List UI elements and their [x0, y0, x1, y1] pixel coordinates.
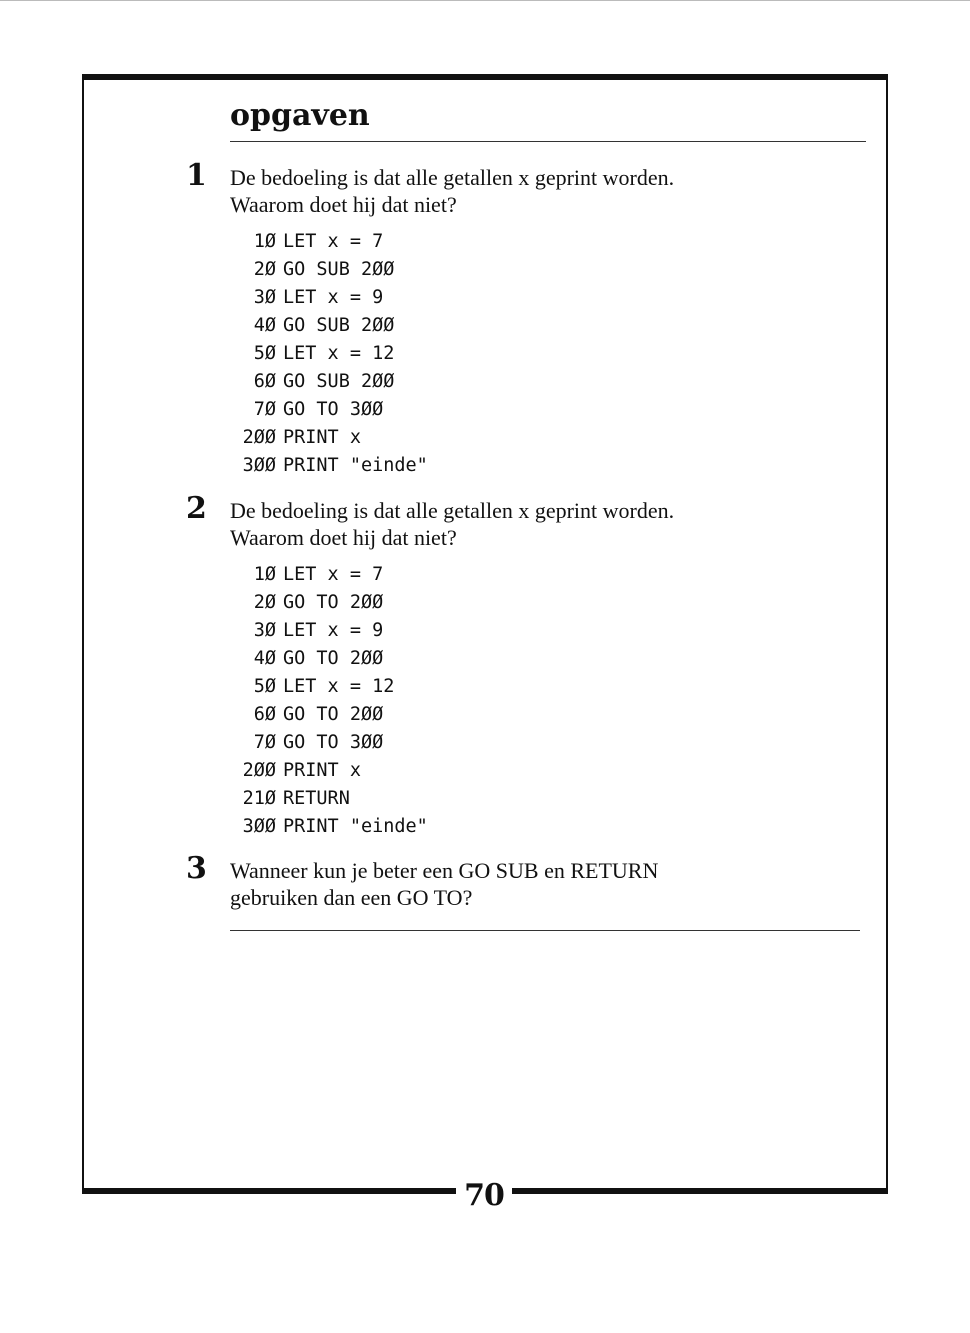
line-number: 6Ø — [253, 371, 276, 392]
code-line — [220, 284, 428, 312]
line-number: 2Ø — [253, 259, 276, 280]
code-statement: RETURN — [283, 788, 350, 809]
code-line — [220, 228, 428, 256]
code-line — [220, 452, 428, 480]
exercise-number: 1 — [186, 158, 207, 193]
code-line — [220, 396, 428, 424]
line-number: 3Ø — [253, 287, 276, 308]
code-statement: GO SUB 2ØØ — [283, 371, 395, 392]
code-line — [220, 701, 428, 729]
code-statement: LET x = 7 — [283, 564, 384, 585]
code-line — [220, 729, 428, 757]
line-number: 7Ø — [253, 399, 276, 420]
line-number: 3ØØ — [242, 816, 276, 837]
line-number: 2ØØ — [242, 760, 276, 781]
code-listing — [220, 561, 428, 841]
code-statement: GO TO 3ØØ — [283, 399, 384, 420]
code-statement: GO TO 2ØØ — [283, 592, 384, 613]
line-number: 7Ø — [253, 732, 276, 753]
section-end-rule — [230, 930, 860, 931]
code-line — [220, 757, 428, 785]
line-number: 5Ø — [253, 676, 276, 697]
page-number: 70 — [464, 1178, 504, 1213]
line-number: 6Ø — [253, 704, 276, 725]
code-statement: PRINT x — [283, 427, 361, 448]
code-statement: GO SUB 2ØØ — [283, 259, 395, 280]
line-number: 4Ø — [253, 315, 276, 336]
line-number: 3Ø — [253, 620, 276, 641]
line-number: 5Ø — [253, 343, 276, 364]
exercise-number: 2 — [186, 491, 207, 526]
page-top-rule — [0, 0, 970, 1]
page-frame — [82, 74, 888, 1194]
code-statement: LET x = 12 — [283, 343, 395, 364]
code-line — [220, 340, 428, 368]
exercise-question: Wanneer kun je beter een GO SUB en RETURN gebruiken dan een GO TO? — [230, 858, 659, 910]
exercise-number: 3 — [186, 851, 207, 886]
code-statement: LET x = 9 — [283, 620, 384, 641]
line-number: 21Ø — [242, 788, 276, 809]
title-underline — [230, 141, 866, 142]
code-statement: LET x = 9 — [283, 287, 384, 308]
code-line — [220, 256, 428, 284]
code-statement: GO TO 3ØØ — [283, 732, 384, 753]
code-line — [220, 312, 428, 340]
footer-rule-left — [82, 1188, 456, 1194]
code-line — [220, 673, 428, 701]
code-line — [220, 368, 428, 396]
code-statement: GO TO 2ØØ — [283, 648, 384, 669]
code-statement: PRINT "einde" — [283, 816, 428, 837]
code-line — [220, 785, 428, 813]
code-line — [220, 617, 428, 645]
code-line — [220, 645, 428, 673]
code-listing — [220, 228, 428, 480]
code-line — [220, 813, 428, 841]
code-statement: PRINT x — [283, 760, 361, 781]
section-title: opgaven — [230, 98, 370, 133]
code-statement: GO TO 2ØØ — [283, 704, 384, 725]
code-line — [220, 561, 428, 589]
code-line — [220, 589, 428, 617]
code-statement: GO SUB 2ØØ — [283, 315, 395, 336]
exercise-question: De bedoeling is dat alle getallen x geprint worden. Waarom doet hij dat niet? — [230, 165, 675, 217]
line-number: 1Ø — [253, 564, 276, 585]
line-number: 4Ø — [253, 648, 276, 669]
code-line — [220, 424, 428, 452]
line-number: 2Ø — [253, 592, 276, 613]
line-number: 3ØØ — [242, 455, 276, 476]
exercise-question: De bedoeling is dat alle getallen x geprint worden. Waarom doet hij dat niet? — [230, 498, 675, 550]
code-statement: LET x = 7 — [283, 231, 384, 252]
code-statement: LET x = 12 — [283, 676, 395, 697]
footer-rule-right — [512, 1188, 888, 1194]
line-number: 2ØØ — [242, 427, 276, 448]
code-statement: PRINT "einde" — [283, 455, 428, 476]
line-number: 1Ø — [253, 231, 276, 252]
